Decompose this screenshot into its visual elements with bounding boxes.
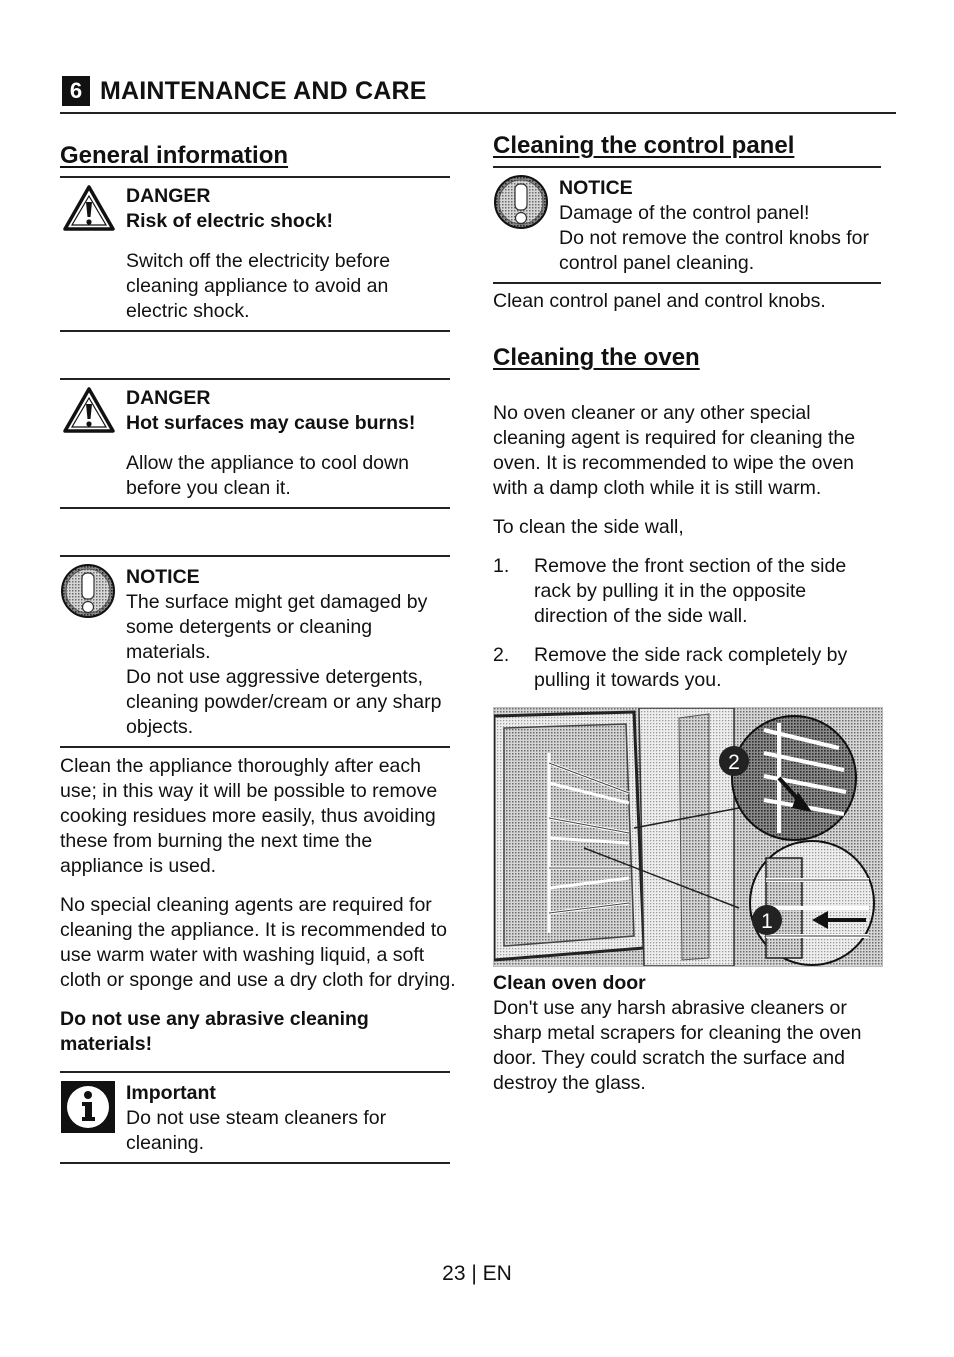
section-number: 6: [62, 76, 90, 106]
notice-label: NOTICE: [126, 566, 200, 588]
step-text: Remove the front section of the side rack by pulling it in the opposite direction of the side wall.: [534, 555, 847, 627]
page-number: 23 | EN: [442, 1262, 512, 1285]
left-column: [60, 140, 456, 1164]
paragraph-no-special-agents: No special cleaning agents are required for cleaning the appliance. It is recommended to use warm water with washing liquid, a soft cloth or sponge and use a dry cloth for drying.: [60, 894, 456, 991]
oven-interior-drawing: [494, 708, 882, 966]
danger-box-hot-surfaces: [60, 378, 450, 509]
important-body: Do not use steam cleaners for cleaning.: [126, 1107, 387, 1154]
danger-subtitle: Hot surfaces may cause burns!: [126, 412, 416, 434]
control-panel-text: Clean control panel and control knobs.: [493, 290, 826, 312]
notice-box-surface: [60, 555, 450, 748]
right-column: [493, 130, 885, 1096]
clean-oven-door-heading: Clean oven door: [493, 972, 646, 994]
notice-box-control-panel: [493, 166, 881, 284]
notice-line1: The surface might get damaged by some detergents or cleaning materials.: [126, 591, 428, 663]
paragraph-clean-thoroughly: Clean the appliance thoroughly after each use; in this way it will be possible to remove cooking residues more easily, thus avoiding these from burning the next time the appliance is used.: [60, 755, 438, 877]
danger-subtitle: Risk of electric shock!: [126, 210, 333, 232]
oven-door-text: Don't use any harsh abrasive cleaners or sharp metal scrapers for cleaning the oven door. They could scratch the surface and destroy the glass.: [493, 997, 862, 1094]
important-box: [60, 1071, 450, 1164]
notice-line2: Do not remove the control knobs for control panel cleaning.: [559, 227, 869, 274]
warning-triangle-icon: [62, 184, 116, 237]
danger-body: Allow the appliance to cool down before you clean it.: [126, 452, 409, 499]
warning-triangle-icon: [62, 386, 116, 439]
step-number: 2.: [493, 644, 510, 666]
danger-box-electric-shock: [60, 176, 450, 332]
side-rack-steps: [493, 554, 885, 693]
step-two-label: 2: [728, 751, 740, 774]
danger-label: DANGER: [126, 185, 211, 207]
notice-label: NOTICE: [559, 177, 633, 199]
section-header: [60, 72, 896, 114]
notice-line2: Do not use aggressive detergents, cleaning powder/cream or any sharp objects.: [126, 666, 442, 738]
oven-paragraph: No oven cleaner or any other special cleaning agent is required for cleaning the oven. It is recommended to wipe the oven with a damp cloth while it is still warm.: [493, 402, 856, 499]
exclamation-circle-icon: [60, 563, 116, 624]
step-item: [493, 643, 885, 693]
side-wall-intro: To clean the side wall,: [493, 516, 684, 538]
exclamation-circle-icon: [493, 174, 549, 235]
step-item: [493, 554, 885, 629]
notice-line1: Damage of the control panel!: [559, 202, 810, 224]
section-title: MAINTENANCE AND CARE: [100, 77, 427, 105]
danger-label: DANGER: [126, 387, 211, 409]
step-one-label: 1: [761, 910, 773, 933]
general-information-heading: General information: [60, 142, 289, 169]
cleaning-oven-heading: Cleaning the oven: [493, 344, 700, 371]
step-text: Remove the side rack completely by pulling it towards you.: [534, 644, 848, 691]
info-icon: [61, 1081, 115, 1138]
side-rack-illustration: [493, 707, 883, 967]
abrasive-warning: Do not use any abrasive cleaning materials!: [60, 1008, 369, 1055]
danger-body: Switch off the electricity before cleaning appliance to avoid an electric shock.: [126, 250, 391, 322]
step-number: 1.: [493, 555, 510, 577]
important-label: Important: [126, 1082, 216, 1104]
cleaning-control-panel-heading: Cleaning the control panel: [493, 132, 795, 159]
